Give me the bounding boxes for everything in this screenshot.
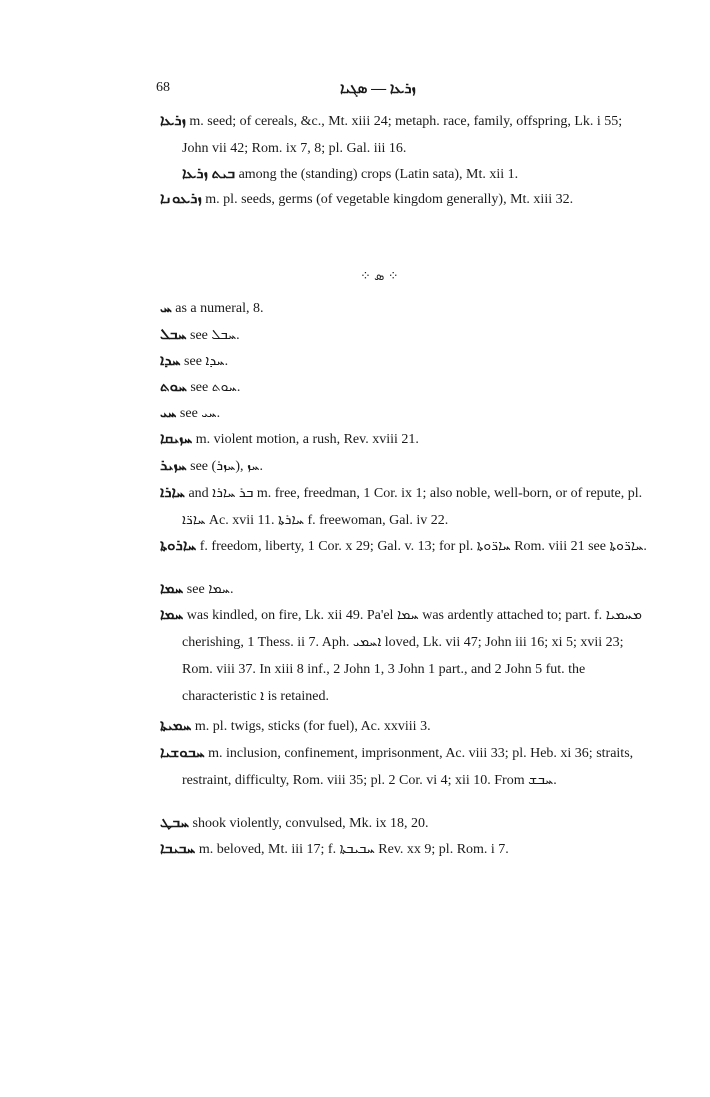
entry-zarcune (160, 186, 650, 213)
headword: ܚܕܐ (160, 353, 181, 369)
definition: as a numeral, 8. (175, 301, 264, 316)
definition: shook violently, convulsed, Mk. ix 18, 20. (192, 816, 429, 831)
definition: f. freedom, liberty, 1 Cor. x 29; Gal. v. 13; for pl. ܚܐܪ̈ܘܬܐ Rom. viii 21 see ܚܐܪ̈ܘܬܐ. (199, 539, 647, 554)
definition: see ܚܘܬ. (190, 380, 241, 395)
entry-3 (160, 374, 650, 401)
headword: ܚ (160, 300, 172, 316)
headword: ܚܘܬ (160, 379, 187, 395)
entry-14 (160, 836, 650, 863)
definition: m. beloved, Mt. iii 17; f. ܚܒܝܒܬܐ Rev. xx 9; pl. Rom. i 7. (198, 842, 509, 857)
running-title: ܙܪܥܐ — ܣܓܝܐ (340, 81, 416, 97)
headword: ܙܪܥܐ (160, 113, 186, 129)
definition: see (ܚܙܪ), ܚܙ. (190, 459, 263, 474)
definition: m. inclusion, confinement, imprisonment, Ac. viii 33; pl. Heb. xi 36; straits, restraint, difficulty, Rom. viii 35; pl. 2 Cor. vi 4; xii 10. From ܚܒܫ. (182, 746, 634, 788)
entry-13 (160, 810, 650, 837)
entry-5 (160, 426, 650, 453)
entry-4 (160, 400, 650, 427)
headword: ܚܡܝܬܐ (160, 718, 192, 734)
definition: was kindled, on fire, Lk. xii 49. Pa'el ܚܡܐ was ardently attached to; part. f. ܡܚܡܝܐ cherishing, 1 Thess. ii 7. Aph. ܐܚܡܝ loved, Lk. vii 47; John iii 16; xi 5; xvii 23; Rom. viii 37. In xiii 8 inf., 2 John 1, 3 John 1 part., and 2 John 5 fut. the characteristic ܐ is retained. (182, 608, 642, 704)
definition: m. pl. seeds, germs (of vegetable kingdom generally), Mt. xiii 32. (205, 192, 574, 207)
entry-7 (160, 480, 650, 534)
headword: ܚܡܐ (160, 607, 184, 623)
headword: ܚܒܘܫܝܐ (160, 745, 205, 761)
entry-9 (160, 576, 650, 603)
headword: ܚܙܝܪ (160, 458, 187, 474)
headword: ܚܐܪܐ (160, 485, 185, 501)
definition: among the (standing) crops (Latin sata), Mt. xii 1. (238, 167, 519, 182)
entry-2 (160, 348, 650, 375)
entry-8 (160, 533, 650, 560)
definition: see ܚܡܐ. (186, 582, 234, 597)
page-header (156, 80, 636, 100)
headword: ܙܪܥܘܢܐ (160, 191, 202, 207)
headword: ܚܡܐ (160, 581, 184, 597)
entry-zarca (160, 108, 650, 162)
headword: ܚܙܝܩܐ (160, 431, 193, 447)
definition: see ܚܒܠ. (190, 328, 240, 343)
definition: m. seed; of cereals, &c., Mt. xiii 24; metaph. race, family, offspring, Lk. i 55; John vii 42; Rom. ix 7, 8; pl. Gal. iii 16. (182, 114, 623, 156)
section-separator: ⁘ ܣ ⁘ (360, 268, 399, 283)
headword: ܚܒܝܒܐ (160, 841, 196, 857)
entry-11 (160, 713, 650, 740)
entry-10 (160, 602, 650, 710)
definition: see ܚܝ. (179, 406, 221, 421)
headword: ܒܝܬ ܙܪܥܐ (182, 166, 236, 182)
headword: ܚܐܪܘܬܐ (160, 538, 197, 554)
entry-12 (160, 740, 650, 794)
entry-6 (160, 453, 650, 480)
entry-heth (160, 295, 650, 322)
definition: m. pl. twigs, sticks (for fuel), Ac. xxviii 3. (194, 719, 431, 734)
headword: ܚܒܠ (160, 327, 187, 343)
definition: and ܒܪ ܚܐܪܐ m. free, freedman, 1 Cor. ix 1; also noble, well-born, or of repute, pl. ܚܐܪ̈ܐ Ac. xvii 11. ܚܐܪܬܐ f. freewoman, Gal. iv 22. (182, 486, 643, 528)
definition: see ܚܕܐ. (184, 354, 229, 369)
entry-1 (160, 322, 650, 349)
page-number: 68 (156, 80, 170, 95)
definition: m. violent motion, a rush, Rev. xviii 21. (195, 432, 419, 447)
headword: ܚܒܛ (160, 815, 190, 831)
entry-sub-crops (182, 161, 650, 188)
headword: ܚܝ (160, 405, 177, 421)
